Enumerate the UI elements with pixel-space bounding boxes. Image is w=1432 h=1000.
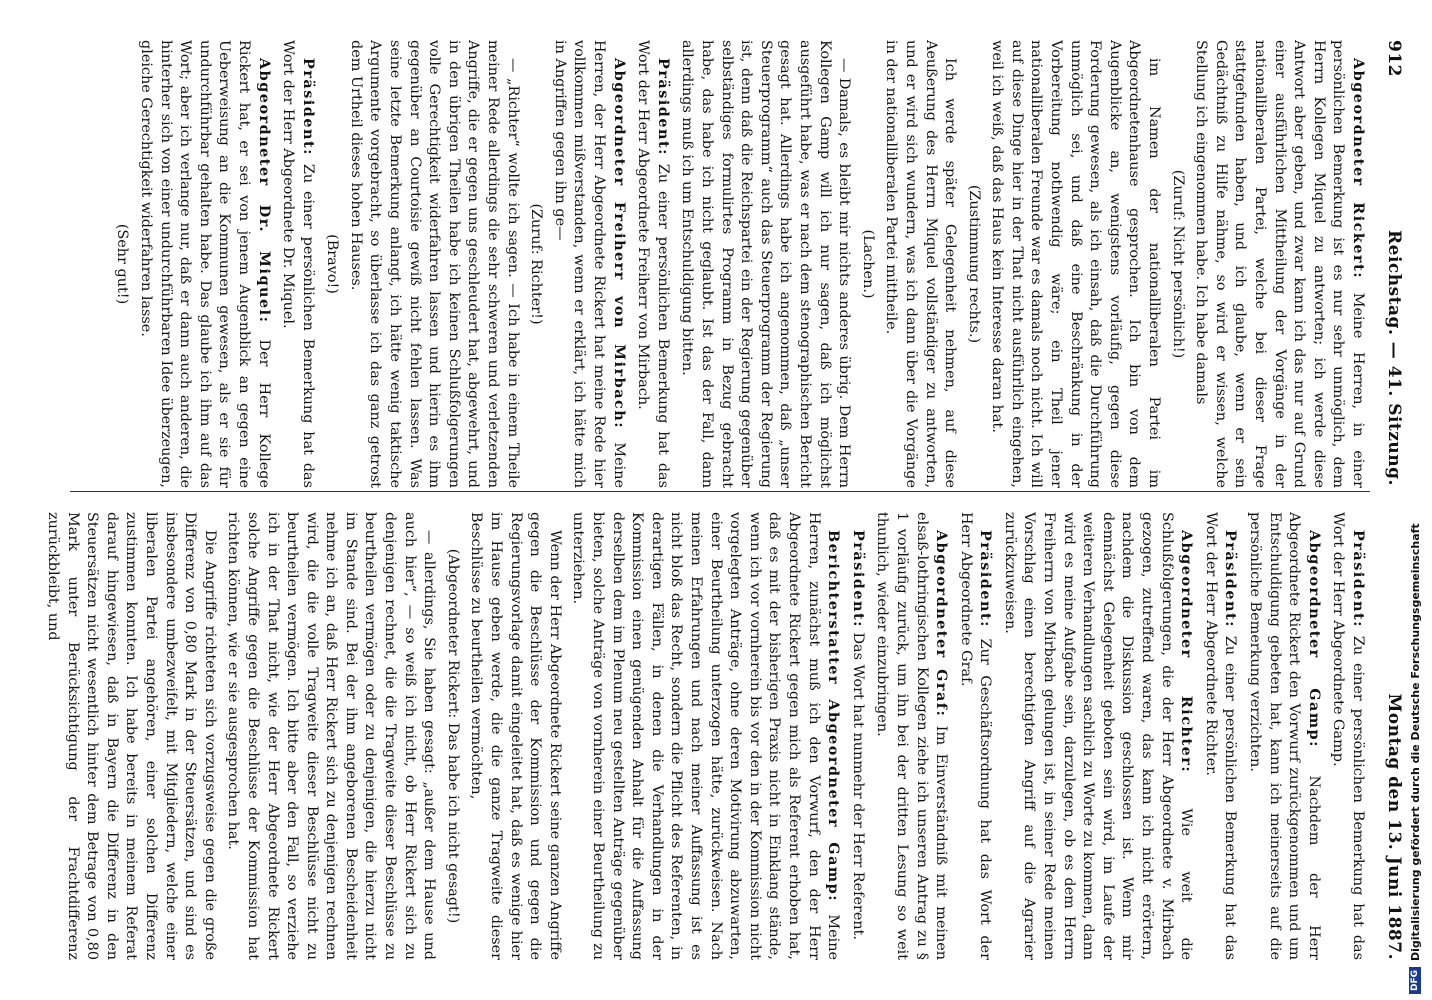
paragraph-text: Meine Herren, in einer persönlichen Bemerkung ist es nur sehr unmöglich, dem Herrn Kollegen Miquel zu antworten; ich werde diese Antwort aber geben, und zwar kann ich das nur auf Grund einer ausführlichen Mittheilung der Vorgänge in der nationalliberalen Partei, welche bei dieser Frage stattgefunden haben, und ich glaube, wenn er sein Gedächtniß zu Hilfe nähme, so wird er wissen, welche Stellung ich eingenommen habe. Ich habe damals [1193,40,1366,488]
speaker-name: Präsident: [1350,530,1367,628]
text-paragraph [677,40,853,488]
stage-direction: (Zuruf: Richter!) [528,203,545,325]
paragraph-text: — allerdings, Sie haben gesagt: „außer dem Hause und auch hier“, — so weiß ich nicht, ob Herr Rickert sich zu denjenigen rechnet, die die Tragweite dieser Beschlüsse zu beurtheilen vermögen oder zu denjenigen, die hierzu nicht im Stande sind. Bei der ihm angeborenen Bescheidenheit nehme ich an, daß Herr Rickert sich zu denjenigen rechnen wird, die die volle Tragweite dieser Beschlüsse nicht zu beurtheilen vermögen. Ich bitte aber den Fall, so verziehe ich in der That nicht, wie der Herr Abgeordnete Rickert solche Angriffe gegen die Beschlüsse der Kommission hat richten können, wie er sie ausgesprochen hat. [225,512,438,960]
speaker-name: Abgeordneter Gamp: [1305,530,1323,748]
paragraph-text: Wenn der Herr Abgeordnete Rickert seine ganzen Angriffe gegen die Beschlüsse der Kommission und gegen die Regierungsvorlage damit eingeleitet hat, daß es wenige hier im Hause geben werde, die die ganze Tragweite dieser Beschlüsse zu beurtheilen vermöchten, [468,512,563,960]
speech-paragraph [847,512,868,960]
speaker-name: Präsident: [654,58,672,156]
paragraph-text: Im Einverständniß mit meinen elsaß-lothringischen Kollegen ziehe ich unseren Antrag zu § 1 vorläufig zurück, um ihn bei der dritten Lesung so weit thunlich, wieder einzubringen. [874,512,950,960]
speech-paragraph [1328,512,1368,960]
stage-direction: (Zuruf: Nicht persönlich!) [1169,169,1186,359]
paragraph-text: Zu einer persönlichen Bemerkung hat das Wort der Herr Abgeordnete Dr. Miquel. [280,40,316,488]
stage-direction: (Sehr gut!) [114,223,131,305]
speaker-name: Abgeordneter Freiherr von Mirbach: [610,58,628,430]
speech-paragraph [135,40,273,488]
speaker-name: Präsident: [849,530,867,628]
speech-paragraph [999,512,1196,960]
right-column [28,512,1368,960]
speech-paragraph [1244,512,1323,960]
text-paragraph [987,40,1163,488]
paragraph-text: Der Herr Kollege Rickert hat, er sei von jenem Augenblick an gegen eine Ueberweisung an die Kommunen gewesen, als er sie für undurchführbar gehalten habe. Das glaube ich ihm auf das Wort; aber ich verlange nur, daß er dann auch anderen, die hinterher sich von einer undurchführbaren Idee überzeugen, gleiche Gerechtigkeit widerfahren lasse. [137,40,272,488]
speaker-name: Abgeordneter Graf: [933,530,951,718]
column-divider [70,491,1370,492]
speaker-name: Präsident: [977,530,995,628]
digitization-credit [1405,0,1429,1000]
text-paragraph [881,40,959,488]
dfg-logo: DFG [1409,967,1421,994]
paragraph-text: Nachdem der Herr Abgeordnete Rickert den Vorwurf zurückgenommen und um Entschuldigung gebeten hat, kann ich meinerseits auf die persönliche Bemerkung verzichten. [1247,512,1322,960]
stage-direction: (Zustimmung rechts.) [965,184,982,344]
page-header [1380,40,1404,960]
left-column [28,40,1368,488]
paragraph-text: im Namen der nationalliberalen Partei im Abgeordnetenhause gesprochen. Ich bin von dem Augenblicke an, wenigstens vorläufig, gegen diese Forderung gewesen, als ich einsah, daß die Durchführung unmöglich sei, und daß eine Beschränkung in der Vorbereitung nothwendig wäre; ein Theil jener nationalliberalen Freunde war es damals noch nicht. Ich will auf diese Dinge hier in der That nicht ausführlich eingehen, weil ich weiß, daß das Haus kein Interesse daran hat. [989,40,1163,488]
paragraph-text: Zu einer persönlichen Bemerkung hat das Wort der Herr Abgeordnete Richter. [1202,512,1239,960]
speech-paragraph [278,40,318,488]
header-title: Reichstag. — 41. Sitzung. [1384,230,1404,486]
speech-paragraph [1200,512,1240,960]
text-paragraph [42,512,218,960]
speech-paragraph [872,512,951,960]
speech-paragraph [549,40,628,488]
stage-direction: (Bravo!) [324,234,341,294]
speech-paragraph [955,512,995,960]
paragraph-text: Zu einer persönlichen Bemerkung hat das Wort der Herr Abgeordnete Freiherr von Mirbach. [635,40,671,488]
digitization-credit-text: Digitalisierung gefördert durch die Deutsche Forschungsgemeinschaft [1408,523,1422,961]
speaker-name: Präsident: [1222,530,1240,628]
header-date: Montag den 13. Juni 1887. [1384,693,1404,960]
speech-paragraph [633,40,673,488]
speaker-name: Präsident: [299,58,317,156]
stage-direction: (Lachen.) [859,229,876,299]
paragraph-text: Zur Geschäftsordnung hat das Wort der Herr Abgeordnete Graf. [957,512,994,960]
text-paragraph [223,512,439,960]
paragraph-text: Meine Herren, zunächst muß ich den Vorwurf, den der Herr Abgeordnete Rickert gegen mich als Referent erhoben hat, daß es mit der bisherigen Praxis nicht in Einklang stände, wenn ich vor vornherein bis vor den in der Kommission nicht vorgelegten Anträge, ohne deren Motivirung abzuwarten, einer Beurtheilung unterzogen hätte, zurückweisen. Nach meinen Erfahrungen und nach meiner Auffassung ist es nicht bloß das Recht, sondern die Pflicht des Referenten, in derartigen Fällen, in denen die Verhandlungen in der Kommission einen genügenden Anhalt für die Auffassung derselben dem im Plenum neu gestellten Anträge gegenüber bieten, solche Anträge von vornherein einer Beurtheilung zu unterziehen. [570,512,842,960]
text-paragraph [466,512,564,960]
paragraph-text: Meine Herren, der Herr Abgeordnete Rickert hat meine Rede hier vollkommen mißverstanden, wenn er erklärt, ich hätte mich in Angriffen gegen ihn ge— [551,40,627,488]
paragraph-text: — Damals, es bleibt mir nichts anderes übrig. Dem Herrn Kollegen Gamp will ich nur sagen, daß ich möglichst ausgeführt habe, was er nach dem stenographischen Bericht gesagt hat. Allerdings habe ich angenommen, daß „unser Steuerprogramm“ auch das Steuerprogramm der Regierung ist, denn daß die Reichspartei ein der Regierung gegenüber selbständiges formulirtes Programm in Bezug gebracht habe, das habe ich nicht geglaubt. Ist das der Fall, dann allerdings muß ich um Entschuldigung bitten. [679,40,853,488]
speaker-name: Abgeordneter Richter: [1178,530,1196,774]
stage-direction: (Abgeordneter Rickert: Das habe ich nicht gesagt!) [444,548,461,924]
speaker-name: Abgeordneter Dr. Miquel: [255,58,273,324]
paragraph-text: Die Angriffe richteten sich vorzugsweise gegen die große Differenz von 0,80 Mark in der Steuersätzen, und sind es insbesondere umbezweifelt, mit Mitgliedern, welche einer liberalen Partei angehören, einer solchen Differenz zustimmen konnten. Ich habe bereits in meinem Referat darauf hingewiesen, daß in Bayern die Differenz in den Steuersätzen nicht wesentlich hinter dem Betrage von 0,80 Mark unter Berücksichtigung der Frachtdifferenz zurückbleibt, und [45,512,218,960]
paragraph-text: Wie weit die Schlußfolgerungen, die der Herr Abgeordnete v. Mirbach gezogen, zutreffend waren, das kann ich nicht erörtern, nachdem die Diskussion geschlossen ist. Wenn mir demnächst Gelegenheit geboten sein wird, im Laufe der weiteren Verhandlungen sachlich zu Worte zu kommen, dann wird es meine Aufgabe sein, darzulegen, ob es dem Herrn Freiherrn von Mirbach gelungen ist, in seiner Rede meinen Vorschlag einen berechtigten Angriff auf die Agrarier zurückzuweisen. [1001,512,1195,960]
paragraph-text: — „Richter“ wollte ich sagen. — Ich habe in einem Theile meiner Rede allerdings die sehr schweren und verletzenden Angriffe, die er gegen uns geschleudert hat, abgewehrt, und in den übrigen Theilen habe ich keinen Schlußfolgerungen volle Gerechtigkeit widerfahren lassen und hierin es ihm gegenüber an Courtoisie gewiß nicht fehlen lassen. Was seine letzte Bemerkung anlangt, ich hätte wenig taktische Argumente vorgebracht, so überlasse ich das ganz getrost dem Urtheil dieses hohen Hauses. [347,40,521,488]
speech-paragraph [1191,40,1368,488]
paragraph-text: Das Wort hat nunmehr der Herr Referent. [849,632,866,940]
speaker-name: Abgeordneter Rickert: [1350,58,1367,280]
speaker-name: Berichterstatter Abgeordneter Gamp: [825,530,843,903]
paragraph-text: Zu einer persönlichen Bemerkung hat das Wort der Herr Abgeordnete Gamp. [1330,512,1366,960]
text-paragraph [345,40,521,488]
page-number: 912 [1384,40,1404,77]
speech-paragraph [568,512,843,960]
paragraph-text: Ich werde später Gelegenheit nehmen, auf diese Aeußerung des Herrn Miquel vollständiger zu antworten, und er wird sich wundern, was ich dann über die Vorgänge in der nationalliberalen Partei mittheile. [883,40,959,488]
